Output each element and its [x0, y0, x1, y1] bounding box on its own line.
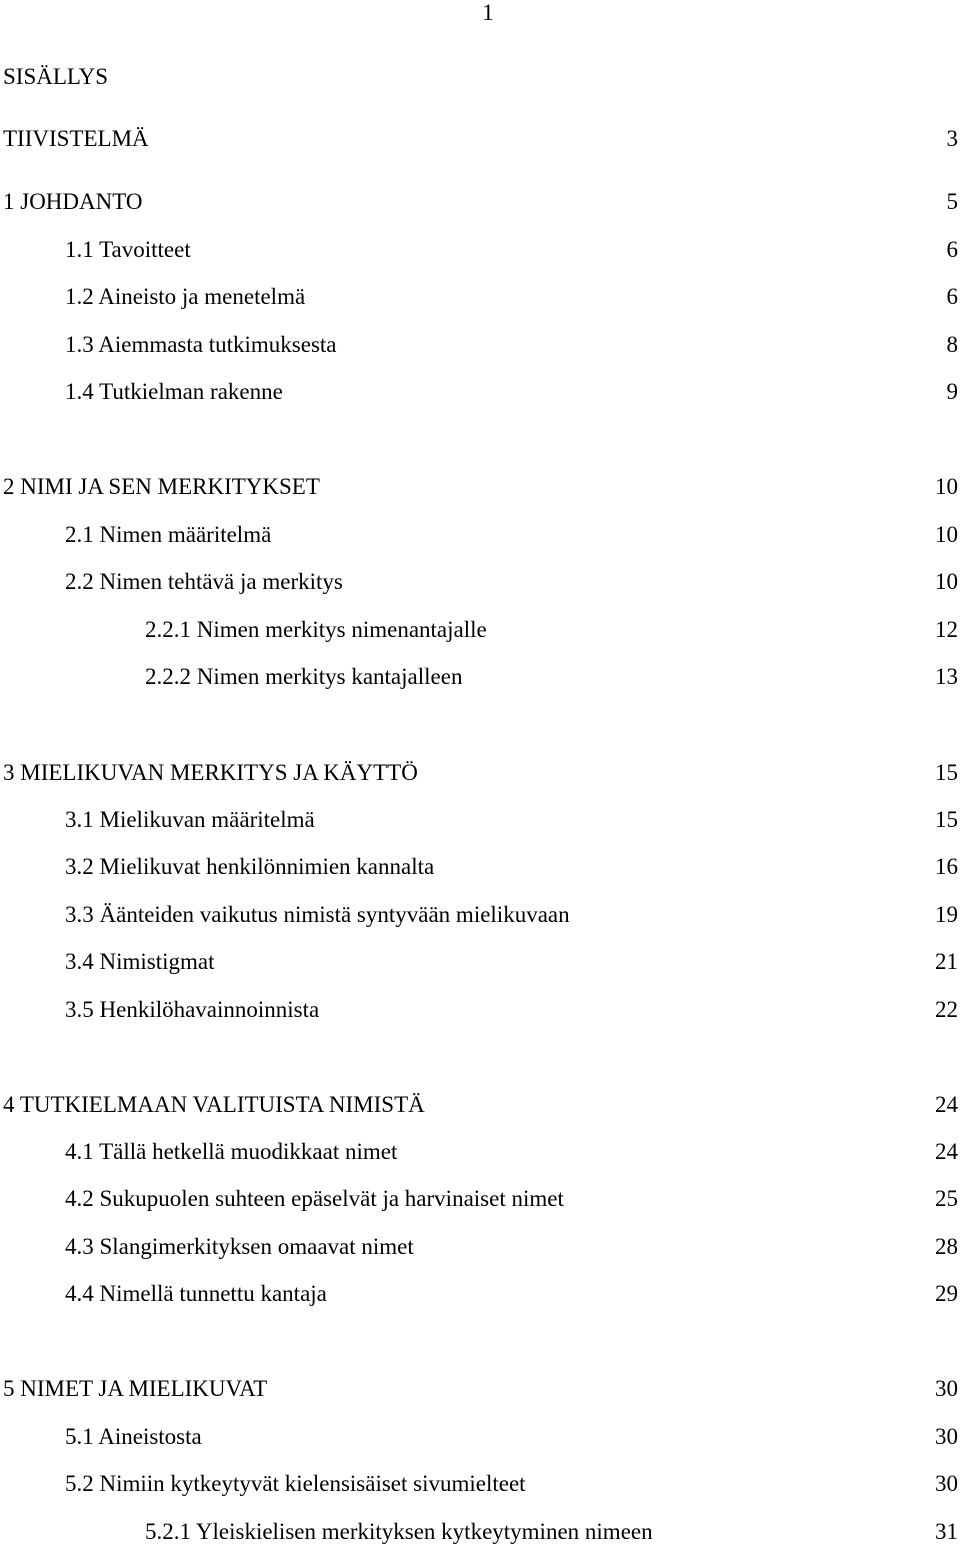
- toc-entry-page: 10: [935, 474, 958, 499]
- toc-entry-label: 1.1 Tavoitteet: [65, 237, 191, 262]
- toc-entry-page: 10: [935, 522, 958, 547]
- toc-entry[interactable]: [0, 1279, 958, 1309]
- toc-entry-page: 10: [935, 569, 958, 594]
- toc-entry-page: 15: [935, 807, 958, 832]
- toc-entry-page: 30: [935, 1424, 958, 1449]
- toc-entry-page: 25: [935, 1186, 958, 1211]
- toc-entry[interactable]: [0, 1090, 958, 1120]
- toc-entry-label: TIIVISTELMÄ: [3, 126, 149, 151]
- toc-entry-label: 1 JOHDANTO: [3, 189, 143, 214]
- toc-entry[interactable]: [0, 852, 958, 882]
- toc-entry-label: 4.3 Slangimerkityksen omaavat nimet: [65, 1234, 414, 1259]
- toc-entry-label: 3.5 Henkilöhavainnoinnista: [65, 997, 320, 1022]
- toc-entry[interactable]: [0, 567, 958, 597]
- toc-entry-label: 3.3 Äänteiden vaikutus nimistä syntyvään mielikuvaan: [65, 902, 570, 927]
- toc-entry[interactable]: [0, 1184, 958, 1214]
- toc-entry-label: 1.2 Aineisto ja menetelmä: [65, 284, 306, 309]
- toc-entry-page: 29: [935, 1281, 958, 1306]
- toc-entry-page: 30: [935, 1376, 958, 1401]
- toc-entry-page: 24: [935, 1139, 958, 1164]
- toc-entry[interactable]: [0, 472, 958, 502]
- toc-entry-label: 4.4 Nimellä tunnettu kantaja: [65, 1281, 327, 1306]
- toc-entry-page: 6: [946, 284, 958, 309]
- toc-entry[interactable]: [0, 1422, 958, 1452]
- toc-entry-page: 19: [935, 902, 958, 927]
- toc-entry[interactable]: [0, 282, 958, 312]
- toc-entry-page: 3: [946, 126, 958, 151]
- toc-entry[interactable]: [0, 124, 958, 154]
- toc-entry[interactable]: [0, 1517, 958, 1547]
- toc-entry[interactable]: [0, 995, 958, 1025]
- toc-entry-page: 13: [935, 664, 958, 689]
- toc-entry-label: 5.2 Nimiin kytkeytyvät kielensisäiset sivumielteet: [65, 1471, 526, 1496]
- toc-entry[interactable]: [0, 1374, 958, 1404]
- toc-entry-label: 3.4 Nimistigmat: [65, 949, 215, 974]
- toc-entry[interactable]: [0, 947, 958, 977]
- toc-entry-page: 30: [935, 1471, 958, 1496]
- toc-heading: SISÄLLYS: [3, 64, 109, 89]
- toc-entry-label: 5.2.1 Yleiskielisen merkityksen kytkeytyminen nimeen: [145, 1519, 653, 1544]
- toc-entry-label: 3 MIELIKUVAN MERKITYS JA KÄYTTÖ: [3, 760, 418, 785]
- toc-entry[interactable]: [0, 1469, 958, 1499]
- toc-entry-label: 5.1 Aineistosta: [65, 1424, 202, 1449]
- page-number: 1: [482, 0, 494, 25]
- toc-entry-page: 12: [935, 617, 958, 642]
- toc-entry-page: 31: [935, 1519, 958, 1544]
- toc-entry[interactable]: [0, 520, 958, 550]
- toc-entry[interactable]: [0, 662, 958, 692]
- toc-entry-label: 2.2.2 Nimen merkitys kantajalleen: [145, 664, 463, 689]
- toc-entry[interactable]: [0, 187, 958, 217]
- toc-entry-label: 1.4 Tutkielman rakenne: [65, 379, 283, 404]
- toc-entry-page: 21: [935, 949, 958, 974]
- toc-entry-label: 2.1 Nimen määritelmä: [65, 522, 272, 547]
- toc-entry[interactable]: [0, 377, 958, 407]
- toc-entry-page: 15: [935, 760, 958, 785]
- toc-entry-label: 2.2 Nimen tehtävä ja merkitys: [65, 569, 343, 594]
- toc-entry[interactable]: [0, 805, 958, 835]
- toc-entry-page: 24: [935, 1092, 958, 1117]
- toc-entry-label: 4.2 Sukupuolen suhteen epäselvät ja harvinaiset nimet: [65, 1186, 564, 1211]
- toc-entry[interactable]: [0, 1137, 958, 1167]
- toc-entry[interactable]: [0, 1232, 958, 1262]
- toc-entry[interactable]: [0, 235, 958, 265]
- toc-entry-label: 1.3 Aiemmasta tutkimuksesta: [65, 332, 337, 357]
- toc-entry[interactable]: [0, 900, 958, 930]
- toc-entry-page: 8: [946, 332, 958, 357]
- toc-entry-label: 2 NIMI JA SEN MERKITYKSET: [3, 474, 320, 499]
- toc-entry[interactable]: [0, 758, 958, 788]
- toc-entry-page: 5: [946, 189, 958, 214]
- toc-entry[interactable]: [0, 615, 958, 645]
- toc-entry-label: 5 NIMET JA MIELIKUVAT: [3, 1376, 268, 1401]
- toc-entry-label: 4.1 Tällä hetkellä muodikkaat nimet: [65, 1139, 398, 1164]
- toc-entry-page: 22: [935, 997, 958, 1022]
- toc-entry-label: 3.2 Mielikuvat henkilönnimien kannalta: [65, 854, 435, 879]
- toc-entry-label: 4 TUTKIELMAAN VALITUISTA NIMISTÄ: [3, 1092, 425, 1117]
- toc-entry-page: 16: [935, 854, 958, 879]
- toc-entry-page: 28: [935, 1234, 958, 1259]
- toc-entry-label: 3.1 Mielikuvan määritelmä: [65, 807, 315, 832]
- toc-entry-page: 6: [946, 237, 958, 262]
- toc-entry[interactable]: [0, 330, 958, 360]
- toc-entry-page: 9: [946, 379, 958, 404]
- toc-entry-label: 2.2.1 Nimen merkitys nimenantajalle: [145, 617, 487, 642]
